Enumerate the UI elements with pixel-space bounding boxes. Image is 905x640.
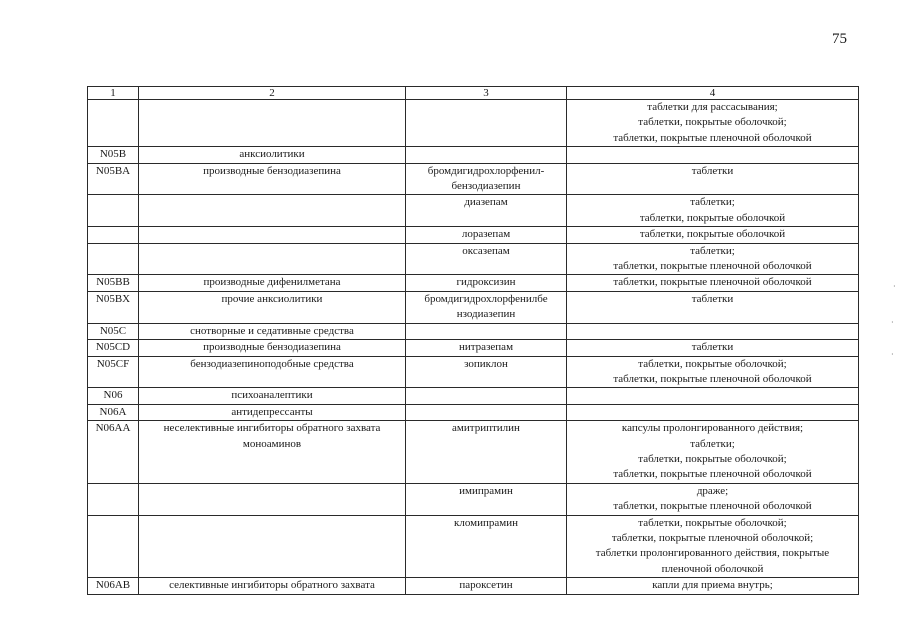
margin-scan-mark: · <box>891 350 894 359</box>
drug-name-cell: пароксетин <box>406 578 567 594</box>
table-header-row <box>88 87 859 100</box>
drug-name-cell <box>406 323 567 339</box>
group-name-cell: психоаналептики <box>139 388 406 404</box>
atc-code-cell: N05CF <box>88 356 139 388</box>
group-name-cell: неселективные ингибиторы обратного захвата моноаминов <box>139 421 406 484</box>
atc-code-cell <box>88 515 139 578</box>
table-row <box>88 421 859 484</box>
group-name-cell: производные бензодиазепина <box>139 340 406 356</box>
dosage-form-line: таблетки; <box>690 244 735 257</box>
drug-name-cell: диазепам <box>406 195 567 227</box>
dosage-forms-cell <box>567 291 859 323</box>
atc-code-cell: N05BA <box>88 163 139 195</box>
dosage-forms-cell <box>567 275 859 291</box>
margin-scan-mark: · <box>891 318 894 327</box>
dosage-form-line: таблетки, покрытые пленочной оболочкой <box>613 276 812 289</box>
dosage-forms-cell <box>567 356 859 388</box>
group-name-cell: селективные ингибиторы обратного захвата <box>139 578 406 594</box>
dosage-form-line: таблетки, покрытые пленочной оболочкой <box>613 131 812 144</box>
drug-name-cell: бромдигидрохлорфенилбе нзодиазепин <box>406 291 567 323</box>
table-row <box>88 100 859 147</box>
table-row <box>88 578 859 594</box>
dosage-forms-cell <box>567 163 859 195</box>
table-row <box>88 275 859 291</box>
dosage-form-line: таблетки для рассасывания; <box>647 101 778 113</box>
drug-name-cell: бромдигидрохлорфенил-бензодиазепин <box>406 163 567 195</box>
dosage-form-line: таблетки; <box>690 196 735 209</box>
group-name-cell: прочие анксиолитики <box>139 291 406 323</box>
drug-name-cell: гидроксизин <box>406 275 567 291</box>
drug-name-cell <box>406 388 567 404</box>
dosage-form-line: таблетки, покрытые оболочкой; <box>638 516 787 529</box>
dosage-form-line: драже; <box>696 484 729 497</box>
group-name-cell <box>139 515 406 578</box>
dosage-form-line: таблетки <box>691 341 734 354</box>
table-row <box>88 404 859 420</box>
atc-code-cell: N05BX <box>88 291 139 323</box>
table-row <box>88 340 859 356</box>
table-row <box>88 388 859 404</box>
dosage-form-line: капли для приема внутрь; <box>652 579 773 592</box>
group-name-cell: производные бензодиазепина <box>139 163 406 195</box>
header-col-3: 3 <box>406 87 567 100</box>
table-row <box>88 515 859 578</box>
group-name-cell: анксиолитики <box>139 147 406 163</box>
drug-table <box>87 86 859 595</box>
table-row <box>88 147 859 163</box>
dosage-form-line: таблетки, покрытые оболочкой; <box>638 452 787 465</box>
dosage-forms-cell <box>567 227 859 243</box>
drug-name-cell <box>406 404 567 420</box>
dosage-forms-cell <box>567 323 859 339</box>
table-row <box>88 323 859 339</box>
dosage-forms-cell <box>567 147 859 163</box>
drug-name-cell: зопиклон <box>406 356 567 388</box>
table-row <box>88 356 859 388</box>
dosage-form-line: пленочной оболочкой <box>661 562 764 575</box>
drug-name-cell <box>406 147 567 163</box>
margin-scan-mark: · <box>893 282 896 291</box>
dosage-forms-cell <box>567 100 859 147</box>
dosage-form-line: таблетки, покрытые оболочкой <box>639 211 786 224</box>
header-col-4: 4 <box>567 87 859 100</box>
group-name-cell <box>139 483 406 515</box>
dosage-form-line: таблетки, покрытые пленочной оболочкой <box>613 260 812 273</box>
atc-code-cell: N05CD <box>88 340 139 356</box>
atc-code-cell: N06AA <box>88 421 139 484</box>
dosage-form-line: таблетки, покрытые пленочной оболочкой <box>613 500 812 513</box>
drug-name-cell: лоразепам <box>406 227 567 243</box>
dosage-forms-cell <box>567 404 859 420</box>
atc-code-cell: N06A <box>88 404 139 420</box>
group-name-cell <box>139 195 406 227</box>
table-row <box>88 291 859 323</box>
group-name-cell <box>139 227 406 243</box>
dosage-form-line: таблетки; <box>690 437 735 450</box>
dosage-form-line: таблетки, покрытые оболочкой; <box>638 116 787 129</box>
atc-code-cell <box>88 195 139 227</box>
group-name-cell: снотворные и седативные средства <box>139 323 406 339</box>
table-row <box>88 483 859 515</box>
dosage-forms-cell <box>567 243 859 275</box>
group-name-cell: производные дифенилметана <box>139 275 406 291</box>
atc-code-cell: N06 <box>88 388 139 404</box>
page-number: 75 <box>832 31 847 47</box>
drug-name-cell: амитриптилин <box>406 421 567 484</box>
header-col-2: 2 <box>139 87 406 100</box>
atc-code-cell <box>88 243 139 275</box>
dosage-form-line: таблетки, покрытые пленочной оболочкой; <box>611 531 814 544</box>
table-row <box>88 163 859 195</box>
header-col-1: 1 <box>88 87 139 100</box>
dosage-forms-cell <box>567 515 859 578</box>
atc-code-cell: N05C <box>88 323 139 339</box>
group-name-cell <box>139 100 406 147</box>
dosage-form-line: таблетки, покрытые оболочкой <box>639 228 786 241</box>
group-name-cell: бензодиазепиноподобные средства <box>139 356 406 388</box>
dosage-form-line: таблетки, покрытые пленочной оболочкой <box>613 468 812 481</box>
dosage-forms-cell <box>567 195 859 227</box>
dosage-forms-cell <box>567 340 859 356</box>
group-name-cell: антидепрессанты <box>139 404 406 420</box>
atc-code-cell <box>88 100 139 147</box>
table-row <box>88 243 859 275</box>
dosage-form-line: таблетки, покрытые пленочной оболочкой <box>613 372 812 385</box>
group-name-cell <box>139 243 406 275</box>
atc-code-cell <box>88 483 139 515</box>
drug-name-cell: кломипрамин <box>406 515 567 578</box>
atc-code-cell: N06AB <box>88 578 139 594</box>
atc-code-cell: N05BB <box>88 275 139 291</box>
dosage-forms-cell <box>567 483 859 515</box>
drug-name-cell: имипрамин <box>406 483 567 515</box>
table-row <box>88 195 859 227</box>
drug-name-cell: нитразепам <box>406 340 567 356</box>
dosage-form-line: таблетки пролонгированного действия, покрытые <box>595 547 830 560</box>
dosage-forms-cell <box>567 421 859 484</box>
atc-code-cell: N05B <box>88 147 139 163</box>
drug-name-cell <box>406 100 567 147</box>
dosage-forms-cell <box>567 388 859 404</box>
atc-code-cell <box>88 227 139 243</box>
dosage-forms-cell <box>567 578 859 594</box>
dosage-form-line: капсулы пролонгированного действия; <box>621 422 804 435</box>
dosage-form-line: таблетки, покрытые оболочкой; <box>638 357 787 370</box>
table-row <box>88 227 859 243</box>
dosage-form-line: таблетки <box>691 164 734 177</box>
drug-name-cell: оксазепам <box>406 243 567 275</box>
dosage-form-line: таблетки <box>691 292 734 305</box>
